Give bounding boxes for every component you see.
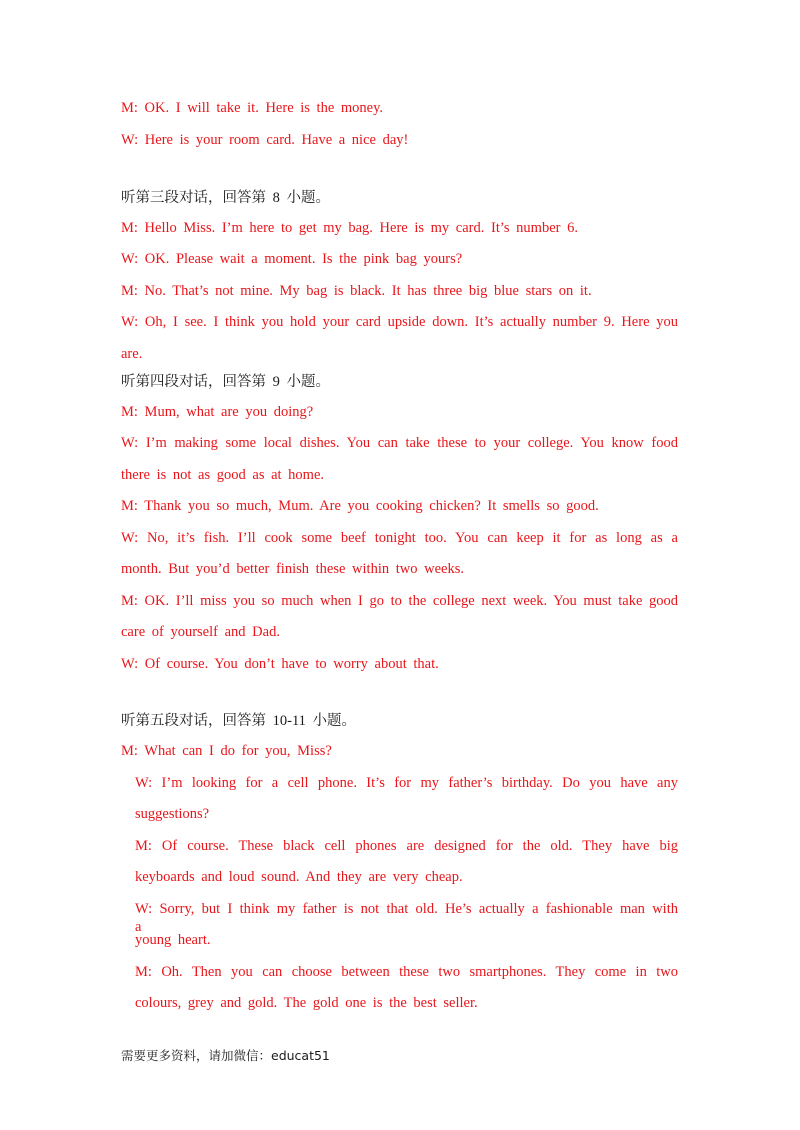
dialogue-line: M: OK. I will take it. Here is the money. xyxy=(121,100,384,116)
dialogue-line: W: Of course. You don’t have to worry about that. xyxy=(121,656,439,672)
dialogue-line: suggestions? xyxy=(135,806,210,822)
dialogue-line: M: Of course. These black cell phones are designed for the old. They have big xyxy=(135,838,678,854)
dialogue-line: W: Sorry, but I think my father is not that old. He’s actually a fashionable man with a xyxy=(135,901,678,935)
section-heading: 听第四段对话，回答第 9 小题。 xyxy=(121,374,330,390)
dialogue-line: W: Oh, I see. I think you hold your card upside down. It’s actually number 9. Here you xyxy=(121,314,678,330)
section-heading: 听第三段对话，回答第 8 小题。 xyxy=(121,190,330,206)
dialogue-line: there is not as good as at home. xyxy=(121,467,325,483)
dialogue-line: W: Here is your room card. Have a nice day! xyxy=(121,132,409,148)
dialogue-line: young heart. xyxy=(135,932,211,948)
dialogue-line: W: I’m making some local dishes. You can take these to your college. You know food xyxy=(121,435,678,451)
footer-note: 需要更多资料，请加微信：educat51 xyxy=(121,1048,330,1063)
dialogue-line: M: What can I do for you, Miss? xyxy=(121,743,332,759)
dialogue-line: month. But you’d better finish these within two weeks. xyxy=(121,561,464,577)
dialogue-line: keyboards and loud sound. And they are very cheap. xyxy=(135,869,463,885)
dialogue-line: W: I’m looking for a cell phone. It’s for my father’s birthday. Do you have any xyxy=(135,775,678,791)
dialogue-line: W: No, it’s fish. I’ll cook some beef tonight too. You can keep it for as long as a xyxy=(121,530,678,546)
dialogue-line: M: Hello Miss. I’m here to get my bag. Here is my card. It’s number 6. xyxy=(121,220,578,236)
dialogue-line: M: Oh. Then you can choose between these two smartphones. They come in two xyxy=(135,964,678,980)
dialogue-line: W: OK. Please wait a moment. Is the pink bag yours? xyxy=(121,251,463,267)
dialogue-line: M: Thank you so much, Mum. Are you cooking chicken? It smells so good. xyxy=(121,498,599,514)
dialogue-line: colours, grey and gold. The gold one is the best seller. xyxy=(135,995,478,1011)
dialogue-line: care of yourself and Dad. xyxy=(121,624,280,640)
dialogue-line: M: Mum, what are you doing? xyxy=(121,404,314,420)
dialogue-line: are. xyxy=(121,346,143,362)
dialogue-line: M: No. That’s not mine. My bag is black. It has three big blue stars on it. xyxy=(121,283,592,299)
section-heading: 听第五段对话，回答第 10-11 小题。 xyxy=(121,713,357,729)
dialogue-line: M: OK. I’ll miss you so much when I go to the college next week. You must take good xyxy=(121,593,679,609)
